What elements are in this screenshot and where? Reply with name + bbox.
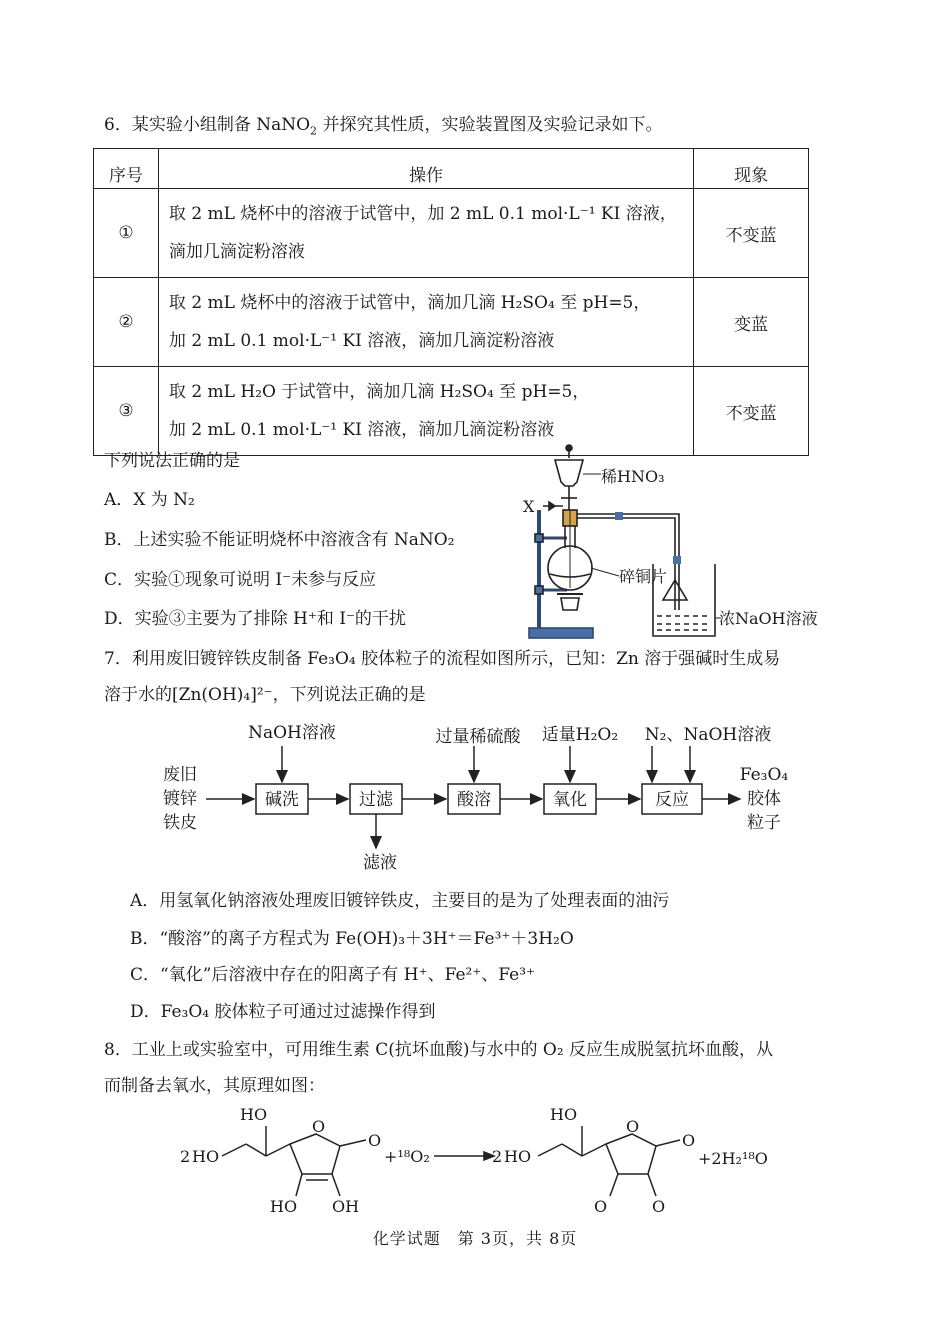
flow-reagent-1: NaOH溶液 xyxy=(248,723,336,743)
right-o-keto: O xyxy=(682,1131,696,1150)
table-header-result: 现象 xyxy=(694,149,809,189)
label-naoh: 浓NaOH溶液 xyxy=(719,609,818,628)
table-header-op: 操作 xyxy=(158,149,693,189)
label-acid: 稀HNO₃ xyxy=(601,467,665,486)
left-coef: 2 xyxy=(180,1147,191,1166)
flow-reagent-4: N₂、NaOH溶液 xyxy=(644,725,772,745)
label-x: X xyxy=(523,497,535,516)
q6-stem: 6．某实验小组制备 NaNO$_2$ 并探究其性质，实验装置图及实验记录如下。 xyxy=(104,115,663,138)
q6-ask: 下列说法正确的是 xyxy=(104,451,240,471)
q7-stem-line1: 7．利用废旧镀锌铁皮制备 Fe₃O₄ 胶体粒子的流程如图所示，已知：Zn 溶于强碱时生成易 xyxy=(104,649,781,669)
flow-product-2: 胶体 xyxy=(747,789,781,809)
label-copper: 碎铜片 xyxy=(619,567,668,586)
flow-reagent-3: 适量H₂O₂ xyxy=(541,725,619,745)
q6-experiment-table xyxy=(93,148,809,456)
q7-option-b: B．“酸溶”的离子方程式为 Fe(OH)₃＋3H⁺＝Fe³⁺＋3H₂O xyxy=(130,929,574,949)
table-row xyxy=(94,278,809,367)
left-o-keto: O xyxy=(368,1131,382,1150)
row-operation: 取 2 mL 烧杯中的溶液于试管中，滴加几滴 H₂SO₄ 至 pH=5， 加 2 mL 0.1 mol·L⁻¹ KI 溶液，滴加几滴淀粉溶液 xyxy=(158,278,693,367)
flow-product-1: Fe₃O₄ xyxy=(739,765,789,785)
q8-stem-line2: 而制备去氧水，其原理如图： xyxy=(104,1076,325,1096)
flow-box-5: 反应 xyxy=(655,790,689,810)
q6-option-b: B．上述实验不能证明烧杯中溶液含有 NaNO₂ xyxy=(104,530,455,550)
right-o-ring: O xyxy=(626,1117,640,1136)
flow-reagent-2: 过量稀硫酸 xyxy=(435,727,521,747)
flow-product-3: 粒子 xyxy=(747,813,781,833)
row-operation: 取 2 mL 烧杯中的溶液于试管中，加 2 mL 0.1 mol·L⁻¹ KI 溶液， 滴加几滴淀粉溶液 xyxy=(158,189,693,278)
page-footer: 化学试题 第 3页，共 8页 xyxy=(372,1229,578,1248)
right-ho-top: HO xyxy=(550,1105,578,1124)
q7-option-a: A．用氢氧化钠溶液处理废旧镀锌铁皮，主要目的是为了处理表面的油污 xyxy=(130,891,670,911)
left-ho-top: HO xyxy=(240,1105,268,1124)
q6-option-a: A．X 为 N₂ xyxy=(104,490,195,510)
flow-waste: 滤液 xyxy=(363,853,397,873)
plus-o2: +¹⁸O₂ xyxy=(384,1147,430,1166)
product-water: +2H₂¹⁸O xyxy=(698,1149,768,1168)
right-o-bottom-2: O xyxy=(652,1197,666,1216)
q7-flowchart xyxy=(150,718,810,878)
left-ho-bottom-1: HO xyxy=(270,1197,298,1216)
flow-box-2: 过滤 xyxy=(359,790,393,810)
flow-box-4: 氧化 xyxy=(553,790,587,810)
right-ho-left: HO xyxy=(504,1147,532,1166)
flow-box-3: 酸溶 xyxy=(457,790,491,810)
q7-option-c: C．“氧化”后溶液中存在的阳离子有 H⁺、Fe²⁺、Fe³⁺ xyxy=(130,965,536,985)
left-ho-bottom-2: OH xyxy=(332,1197,360,1216)
flow-box-1: 碱洗 xyxy=(265,790,299,810)
flow-start-1: 废旧 xyxy=(163,765,197,785)
q6-option-c: C．实验①现象可说明 I⁻未参与反应 xyxy=(104,570,377,590)
flow-start-3: 铁皮 xyxy=(163,813,197,833)
q6-option-d: D．实验③主要为了排除 H⁺和 I⁻的干扰 xyxy=(104,609,406,629)
row-result: 变蓝 xyxy=(694,278,809,367)
q7-option-d: D．Fe₃O₄ 胶体粒子可通过过滤操作得到 xyxy=(130,1002,436,1022)
row-num: ① xyxy=(94,189,159,278)
row-operation: 取 2 mL H₂O 于试管中，滴加几滴 H₂SO₄ 至 pH=5， 加 2 mL 0.1 mol·L⁻¹ KI 溶液，滴加几滴淀粉溶液 xyxy=(158,367,693,456)
table-header-num: 序号 xyxy=(94,149,159,189)
q8-reaction-diagram xyxy=(170,1100,790,1222)
left-o-ring: O xyxy=(312,1117,326,1136)
flow-start-2: 镀锌 xyxy=(163,789,197,809)
table-row xyxy=(94,189,809,278)
q6-apparatus-diagram xyxy=(515,440,835,645)
row-result: 不变蓝 xyxy=(694,189,809,278)
right-o-bottom-1: O xyxy=(594,1197,608,1216)
right-coef: 2 xyxy=(492,1147,503,1166)
row-result: 不变蓝 xyxy=(694,367,809,456)
left-ho-left: HO xyxy=(192,1147,220,1166)
q8-stem-line1: 8．工业上或实验室中，可用维生素 C(抗坏血酸)与水中的 O₂ 反应生成脱氢抗坏血酸，从 xyxy=(104,1040,774,1060)
q7-stem-line2: 溶于水的[Zn(OH)₄]²⁻，下列说法正确的是 xyxy=(104,685,426,705)
row-num: ② xyxy=(94,278,159,367)
row-num: ③ xyxy=(94,367,159,456)
